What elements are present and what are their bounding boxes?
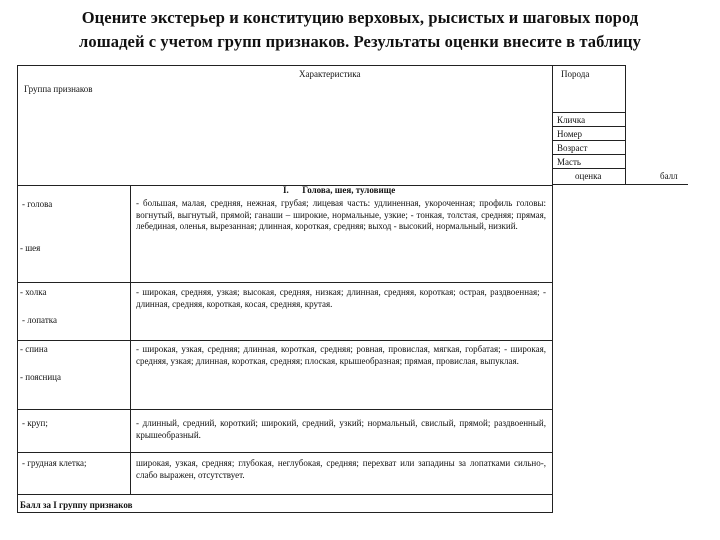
animal-field-name: Кличка — [557, 115, 586, 125]
group-neck: - шея — [20, 243, 41, 253]
title-line-1: Оцените экстерьер и конституцию верховых, рысистых и шаговых пород — [81, 8, 639, 27]
header-characteristic-label: Характеристика — [299, 69, 361, 79]
score-row-bottom-line — [552, 184, 688, 185]
row-divider-1 — [17, 282, 553, 283]
group-chest: - грудная клетка; — [22, 458, 87, 468]
animal-field-color: Масть — [557, 157, 582, 167]
group-head: - голова — [22, 199, 53, 209]
group-shoulder: - лопатка — [22, 315, 57, 325]
row-divider-2 — [17, 340, 553, 341]
animal-field-number: Номер — [557, 129, 583, 139]
header-score-label: оценка — [575, 171, 602, 181]
row-head-neck-description: - большая, малая, средняя, нежная, грубая; лицевая часть: удлиненная, укороченная; профиль головы: вогнутый, выгнутый, прямой; ганаши – широкие, нормальные, узкие; - тонкая, толстая, средняя; прямая, лебединая, оленья, вырезанная; длинная, короткая, средняя; выход - высокий, нормальный, низкий. — [136, 198, 546, 232]
header-points-label: балл — [660, 171, 678, 181]
animal-field-age: Возраст — [557, 143, 588, 153]
page-title — [0, 6, 720, 54]
title-line-2: лошадей с учетом групп признаков. Результаты оценки внесите в таблицу — [78, 32, 642, 51]
table-border-bottom — [17, 512, 553, 513]
table-border-right — [552, 65, 553, 513]
group-back: - спина — [20, 344, 48, 354]
row-chest-description: широкая, узкая, средняя; глубокая, неглубокая, средняя; перехват или западины за лопатками сильно-, слабо выражен, отсутствует. — [136, 458, 546, 480]
animal-field-rule-3 — [552, 140, 626, 141]
group-croup: - круп; — [22, 418, 48, 428]
breed-column-top-line — [552, 65, 626, 66]
animal-field-rule-2 — [552, 126, 626, 127]
total-label: Балл за I группу признаков — [20, 500, 133, 510]
row-divider-4 — [17, 452, 553, 453]
row-withers-shoulder-description: - широкая, средняя, узкая; высокая, средняя, низкая; длинная, средняя, короткая; острая, раздвоенная; - длинная, средняя, короткая, косая, средняя, крутая. — [136, 287, 546, 309]
group-withers: - холка — [20, 287, 47, 297]
animal-field-rule-1 — [552, 112, 626, 113]
header-breed-label: Порода — [561, 69, 590, 79]
animal-field-rule-5 — [552, 168, 626, 169]
table-border-top — [18, 65, 552, 66]
section-title: I. Голова, шея, туловище — [283, 185, 396, 195]
table-border-left — [17, 65, 18, 513]
row-croup-description: - длинный, средний, короткий; широкий, средний, узкий; нормальный, свислый, прямой; раздвоенный, крышеобразный. — [136, 418, 546, 440]
row-back-loin-description: - широкая, узкая, средняя; длинная, короткая, средняя; ровная, провислая, мягкая, горбатая; - широкая, средняя, узкая; длинная, короткая, средняя; плоская, крышеобразная; прямая, провислая, выпуклая. — [136, 344, 546, 366]
group-loin: - поясница — [20, 372, 61, 382]
breed-column-right-line — [625, 65, 626, 185]
row-divider-3 — [17, 409, 553, 410]
row-divider-5 — [17, 494, 553, 495]
animal-field-rule-4 — [552, 154, 626, 155]
header-group-label: Группа признаков — [24, 84, 93, 94]
